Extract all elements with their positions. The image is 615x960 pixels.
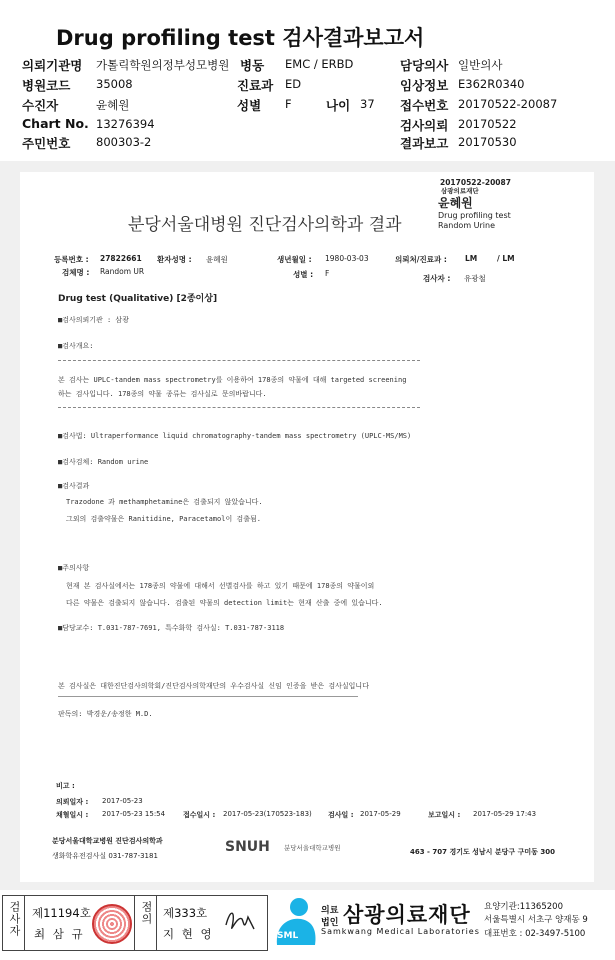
value-receipt-number: 20170522-20087: [458, 97, 558, 111]
dob-label: 생년월일 :: [277, 255, 312, 264]
sml-logo-icon: [271, 895, 319, 951]
result-heading: ■검사결과: [58, 482, 90, 490]
label-report-date: 결과보고: [400, 136, 449, 151]
value-ward: EMC / ERBD: [285, 57, 354, 71]
requested-value: 2017-05-23: [102, 797, 143, 805]
institution-line: ■검사의뢰기관 : 삼광: [58, 316, 129, 324]
value-department: ED: [285, 77, 302, 91]
label-department: 진료과: [237, 78, 274, 93]
divider: [58, 696, 358, 697]
value-patient: 윤혜원: [96, 98, 130, 112]
reg-value: 27822661: [100, 254, 142, 263]
inspector-label: 검사자: [8, 901, 21, 937]
name-label: 환자성명 :: [157, 255, 192, 264]
label-age: 나이: [326, 98, 351, 113]
name-value: 윤혜원: [206, 255, 228, 264]
divider: [24, 895, 25, 951]
corp-label-1: 의료: [321, 906, 339, 916]
corner-specimen: Random Urine: [438, 221, 496, 230]
specimen-value: Random UR: [100, 267, 145, 276]
corner-id: 20170522-20087: [440, 178, 511, 187]
value-requesting-institution: 가톨릭학원의정부성모병원: [96, 58, 230, 72]
certification-line: 본 검사실은 대한진단검사의학회/진단검사의학재단의 우수검사실 신임 인증을 받은 검사실입니다: [58, 682, 369, 690]
note-label: 비고 :: [56, 782, 75, 790]
tested-value: 2017-05-29: [360, 810, 401, 818]
institution-code: 요양기관:11365200: [484, 902, 563, 912]
inspector-name: 최 삼 규: [34, 927, 85, 941]
overview-line-2: 하는 검사입니다. 178종의 약물 종류는 검사실로 문의바랍니다.: [58, 390, 267, 398]
dob-value: 1980-03-03: [325, 254, 369, 263]
value-clinical-info: E362R0340: [458, 77, 525, 91]
value-resident-number: 800303-2: [96, 135, 152, 149]
reviewer-name: 지 현 영: [163, 927, 214, 941]
label-hospital-code: 병원코드: [22, 78, 71, 93]
lab-phone: 생화학유전검사실 031-787-3181: [52, 852, 158, 860]
org-name: 삼광의료재단: [343, 903, 471, 927]
overview-heading: ■검사개요:: [58, 342, 94, 350]
sex-value: F: [325, 269, 330, 278]
divider: [58, 407, 420, 408]
collected-value: 2017-05-23 15:54: [102, 810, 166, 818]
examiner-value: 유광철: [464, 274, 486, 283]
dept-label: 의뢰처/진료과 :: [395, 255, 447, 264]
document-title: 분당서울대병원 진단검사의학과 결과: [128, 215, 402, 235]
signature: [222, 905, 258, 937]
value-chart-no: 13276394: [96, 117, 155, 131]
label-sex: 성별: [237, 98, 262, 113]
reviewer-label: 점의: [140, 901, 153, 925]
label-chart-no: Chart No.: [22, 116, 89, 131]
org-phone: 대표번호 : 02-3497-5100: [484, 929, 586, 939]
caution-heading: ■주의사항: [58, 564, 90, 572]
label-requesting-institution: 의뢰기관명: [22, 58, 83, 73]
sex-label: 성별 :: [293, 270, 314, 279]
reported-value: 2017-05-29 17:43: [473, 810, 537, 818]
dept-value-2: / LM: [497, 254, 515, 263]
test-title: Drug test (Qualitative) [2종이상]: [58, 294, 218, 304]
result-line-1: Trazodone 과 methamphetamine은 검출되지 않았습니다.: [66, 498, 263, 506]
received-label: 접수일시 :: [183, 811, 216, 819]
value-request-date: 20170522: [458, 117, 517, 131]
corp-label-2: 법인: [321, 918, 339, 928]
received-value: 2017-05-23(170523-183): [223, 810, 312, 818]
inspector-license: 제11194호: [32, 906, 91, 920]
dept-value-1: LM: [465, 254, 478, 263]
value-report-date: 20170530: [458, 135, 517, 149]
divider: [58, 360, 420, 361]
divider: [134, 895, 135, 951]
label-receipt-number: 접수번호: [400, 98, 449, 113]
requested-label: 의뢰일자 :: [56, 798, 89, 806]
footer: [0, 893, 615, 960]
label-patient: 수진자: [22, 98, 59, 113]
label-physician: 담당의사: [400, 58, 449, 73]
value-physician: 일반의사: [458, 58, 503, 72]
reg-label: 등록번호 :: [54, 255, 89, 264]
org-name-en: Samkwang Medical Laboratories: [321, 927, 480, 936]
snuh-logo: SNUH: [225, 839, 270, 855]
snuh-logo-sub: 분당서울대학교병원: [284, 844, 341, 852]
lab-name: 분당서울대학교병원 진단검사의학과: [52, 837, 163, 845]
examiner-label: 검사자 :: [423, 274, 451, 283]
report-title: Drug profiling test 검사결과보고서: [56, 26, 425, 50]
method-line: ■검사법: Ultraperformance liquid chromatography-tandem mass spectrometry (UPLC-MS/MS): [58, 432, 412, 440]
caution-line-2: 다른 약물은 검출되지 않습니다. 검출된 약물의 detection limit는 현재 산출 중에 있습니다.: [66, 599, 383, 607]
label-request-date: 검사의뢰: [400, 118, 449, 133]
label-ward: 병동: [240, 58, 265, 73]
label-resident-number: 주민번호: [22, 136, 71, 151]
contact-line: ■담당교수: T.031-787-7691, 특수화학 검사실: T.031-787-3118: [58, 624, 285, 632]
reported-label: 보고일시 :: [428, 811, 461, 819]
tested-label: 검사일 :: [328, 811, 354, 819]
result-line-2: 그외의 검출약물은 Ranitidine, Paracetamol이 검출됨.: [66, 515, 261, 523]
overview-line-1: 본 검사는 UPLC-tandem mass spectrometry를 이용하여 178종의 약물에 대해 targeted screening: [58, 376, 407, 384]
value-age: 37: [360, 97, 375, 111]
divider: [156, 895, 157, 951]
value-hospital-code: 35008: [96, 77, 133, 91]
corner-test: Drug profiling test: [438, 211, 511, 220]
reviewer-license: 제333호: [163, 906, 208, 920]
inspector-seal: [92, 904, 132, 944]
sml-logo-text: SML: [277, 931, 299, 941]
specimen-label: 검체명 :: [62, 268, 90, 277]
org-address: 서울특별시 서초구 양재동 9: [484, 915, 588, 925]
lab-address: 463 - 707 경기도 성남시 분당구 구미동 300: [410, 848, 555, 856]
collected-label: 채혈일시 :: [56, 811, 89, 819]
scanned-report: [20, 172, 594, 882]
caution-line-1: 현재 본 검사실에서는 178종의 약물에 대해서 선별검사를 하고 있기 때문에 178종의 약물이외: [66, 582, 375, 590]
value-sex: F: [285, 97, 292, 111]
specimen-line: ■검사검체: Random urine: [58, 458, 149, 466]
reader-line: 판독의: 박경운/송정한 M.D.: [58, 710, 153, 718]
corner-org: 삼광의료재단: [441, 187, 479, 195]
label-clinical-info: 임상정보: [400, 78, 449, 93]
corner-name: 윤혜원: [438, 196, 473, 210]
